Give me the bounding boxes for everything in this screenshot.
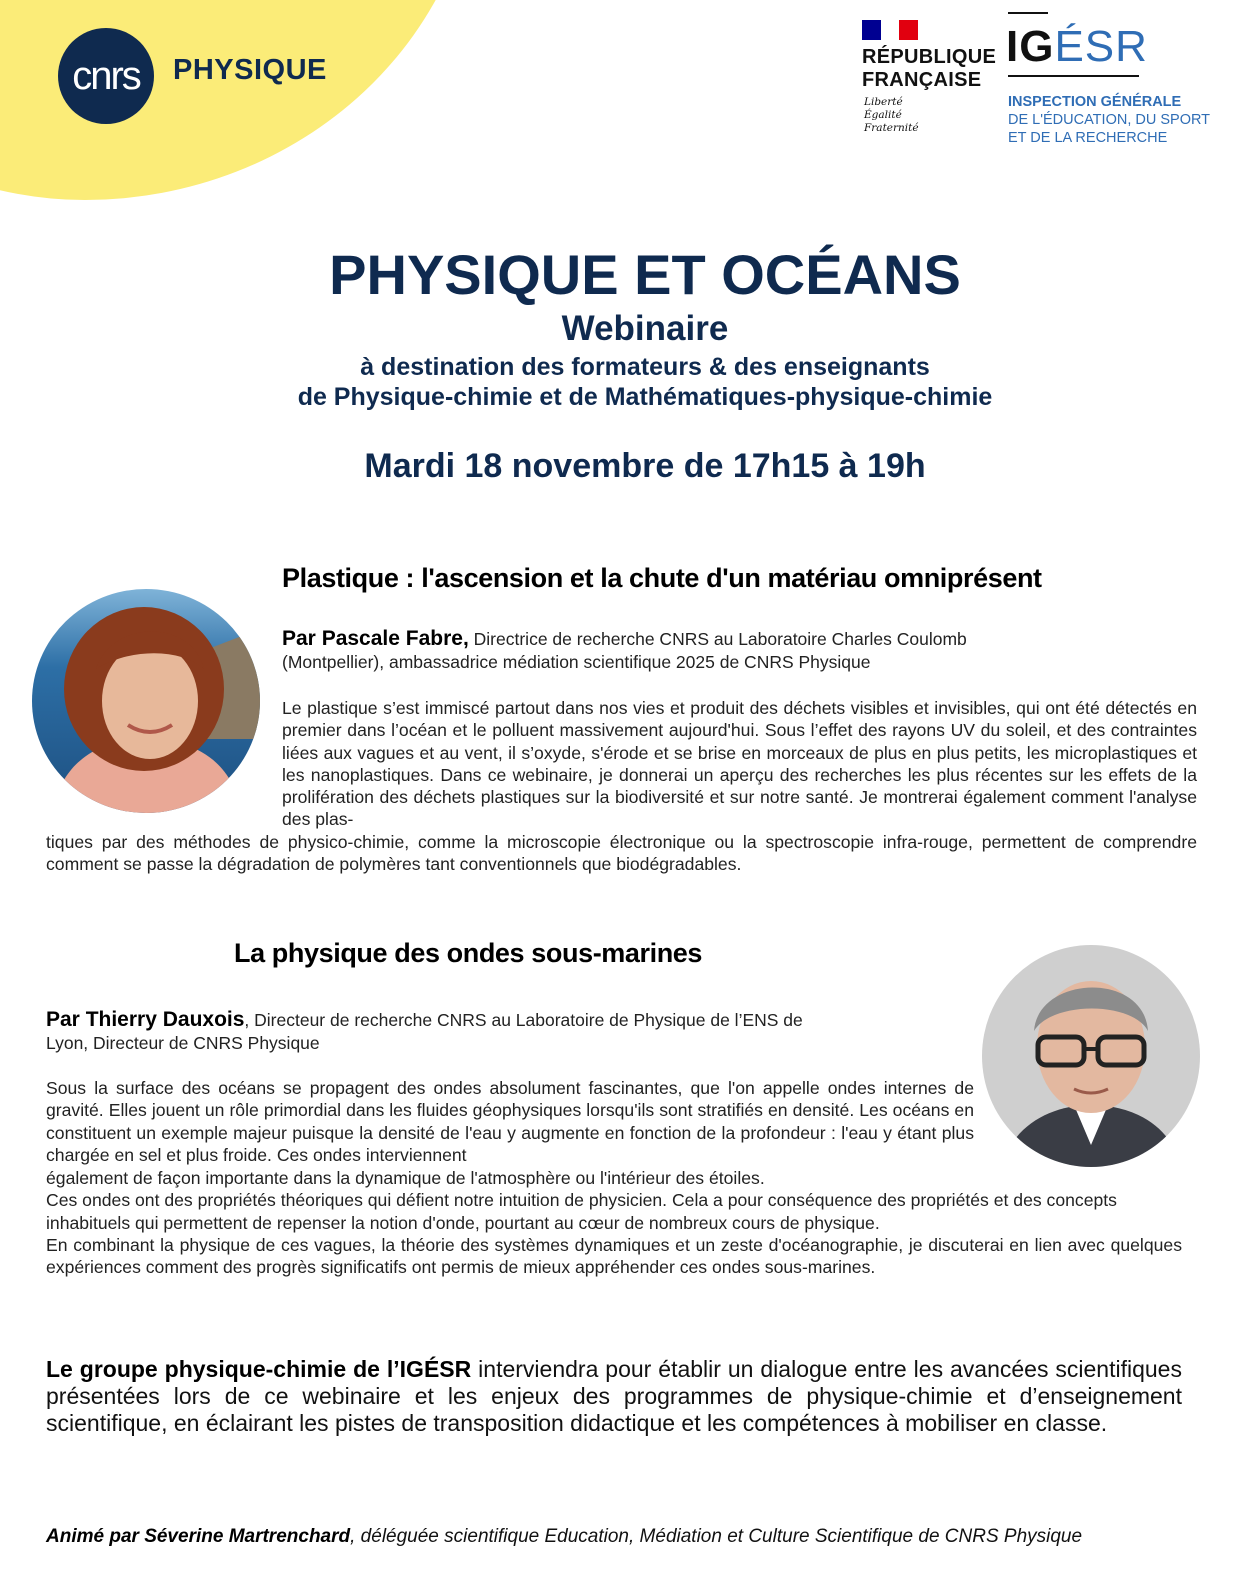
event-date: Mardi 18 novembre de 17h15 à 19h	[364, 447, 926, 485]
talk1-speaker	[282, 627, 1202, 674]
igesr-logo	[1006, 22, 1148, 72]
republique-line2: FRANÇAISE	[862, 69, 982, 91]
speaker2-role-line2: Lyon, Directeur de CNRS Physique	[46, 1033, 320, 1053]
audience-line2: de Physique-chimie et de Mathématiques-physique-chimie	[297, 383, 993, 411]
talk1-abstract-full	[46, 831, 1197, 876]
talk2-abstract-p2: Ces ondes ont des propriétés théoriques qui défient notre intuition de physicien. Cela a pour conséquence des propriétés et des concepts inhabituels qui permettent de repenser la notion d'onde, pourtant au cœur de nombreux cours de physique.	[46, 1190, 1117, 1233]
cnrs-logo	[58, 28, 154, 124]
igesr-sub1: INSPECTION GÉNÉRALE	[1008, 94, 1182, 110]
talk1-abstract-part2: tiques par des méthodes de physico-chimie, comme la microscopie électronique ou la spectroscopie infra-rouge, permettent de comprendre comment se passe la dégradation de polymères tant conventionnels que biodégradables.	[46, 832, 1197, 875]
devise	[864, 96, 919, 135]
devise-fraternite: Fraternité	[864, 122, 919, 134]
igesr-esr: ÉSR	[1054, 22, 1148, 71]
closing-paragraph	[46, 1356, 1182, 1437]
speaker1-name: Par Pascale Fabre,	[282, 627, 469, 650]
talk1-abstract-wrapped	[282, 697, 1197, 831]
devise-liberte: Liberté	[864, 96, 903, 108]
footer-credit	[46, 1526, 1082, 1548]
closing-text: interviendra pour établir un dialogue entre les avancées scientifiques présentées lors de ce webinaire et les enjeux des programmes de physique-chimie et d’enseignement scientifique, en éclairant les pistes de transposition didactique et les compétences à mobiliser en classe.	[46, 1356, 1182, 1436]
speaker2-name: Par Thierry Dauxois	[46, 1008, 245, 1031]
footer-bold: Animé par Séverine Martrenchard	[46, 1526, 351, 1547]
french-flag-icon	[862, 20, 918, 40]
igesr-sub3: ET DE LA RECHERCHE	[1008, 130, 1168, 146]
talk2-abstract-part1: Sous la surface des océans se propagent des ondes absolument fascinantes, que l'on appelle ondes internes de gravité. Elles jouent un rôle primordial dans les fluides géophysiques lorsqu'ils sont stratifiés en densité. Les océans en constituent un exemple majeur puisque la densité de l'eau y augmente en fonction de la profondeur : l'eau y étant plus chargée en sel et plus froide. Ces ondes interviennent	[46, 1078, 974, 1165]
igesr-sub2: DE L'ÉDUCATION, DU SPORT	[1008, 112, 1211, 128]
talk2-abstract-wrapped	[46, 1077, 974, 1166]
talk2-abstract-p3: En combinant la physique de ces vagues, la théorie des systèmes dynamiques et un zeste d'océanographie, je discuterai en lien avec quelques expériences comment des progrès significatifs ont permis de mieux appréhender ces ondes sous-marines.	[46, 1234, 1182, 1278]
republique-francaise-logo	[862, 46, 996, 92]
page-subtitle: Webinaire	[561, 309, 729, 348]
igesr-ig: IG	[1006, 22, 1055, 71]
cnrs-physique-label: PHYSIQUE	[173, 54, 327, 86]
talk1-abstract-part1: Le plastique s’est immiscé partout dans nos vies et produit des déchets visibles et invisibles, qui ont été détectés en premier dans l’océan et le polluent massivement aujourd'hui. Sous l’effet des rayons UV du soleil, et des contraintes liées aux vagues et au vent, il s’oxyde, s'érode et se brise en morceaux de plus en plus petits, les microplastiques et les nanoplastiques. Dans ce webinaire, je donnerai un aperçu des recherches les plus récentes sur les effets de la prolifération des déchets plastiques sur la biodiversité et sur notre santé. Je montrerai également comment l'analyse des plas-	[282, 698, 1197, 830]
talk2-title: La physique des ondes sous-marines	[234, 938, 703, 968]
igesr-subtitle	[1008, 93, 1210, 147]
speaker2-photo	[982, 945, 1200, 1167]
igesr-bottom-rule	[1008, 75, 1139, 77]
closing-bold: Le groupe physique-chimie de l’IGÉSR	[46, 1356, 472, 1382]
talk1-title: Plastique : l'ascension et la chute d'un matériau omniprésent	[282, 563, 1042, 593]
cnrs-logo-text: cnrs	[72, 53, 140, 98]
speaker1-role-line1: Directrice de recherche CNRS au Laboratoire Charles Coulomb	[468, 629, 967, 649]
igesr-top-rule	[1008, 12, 1048, 14]
republique-line1: RÉPUBLIQUE	[862, 46, 997, 68]
talk2-abstract-last-line: également de façon importante dans la dynamique de l'atmosphère ou l'intérieur des étoiles.	[46, 1168, 765, 1188]
audience-line1: à destination des formateurs & des enseignants	[360, 353, 930, 381]
talk2-abstract-rest	[46, 1167, 1182, 1278]
speaker2-role-line1: , Directeur de recherche CNRS au Laboratoire de Physique de l’ENS de	[244, 1010, 803, 1030]
devise-egalite: Égalité	[864, 109, 902, 121]
speaker1-photo	[32, 589, 260, 813]
footer-text: , déléguée scientifique Education, Médiation et Culture Scientifique de CNRS Physique	[350, 1526, 1083, 1547]
page-title: PHYSIQUE ET OCÉANS	[329, 243, 961, 306]
speaker1-role-line2: (Montpellier), ambassadrice médiation scientifique 2025 de CNRS Physique	[282, 652, 871, 672]
talk2-speaker	[46, 1008, 966, 1055]
